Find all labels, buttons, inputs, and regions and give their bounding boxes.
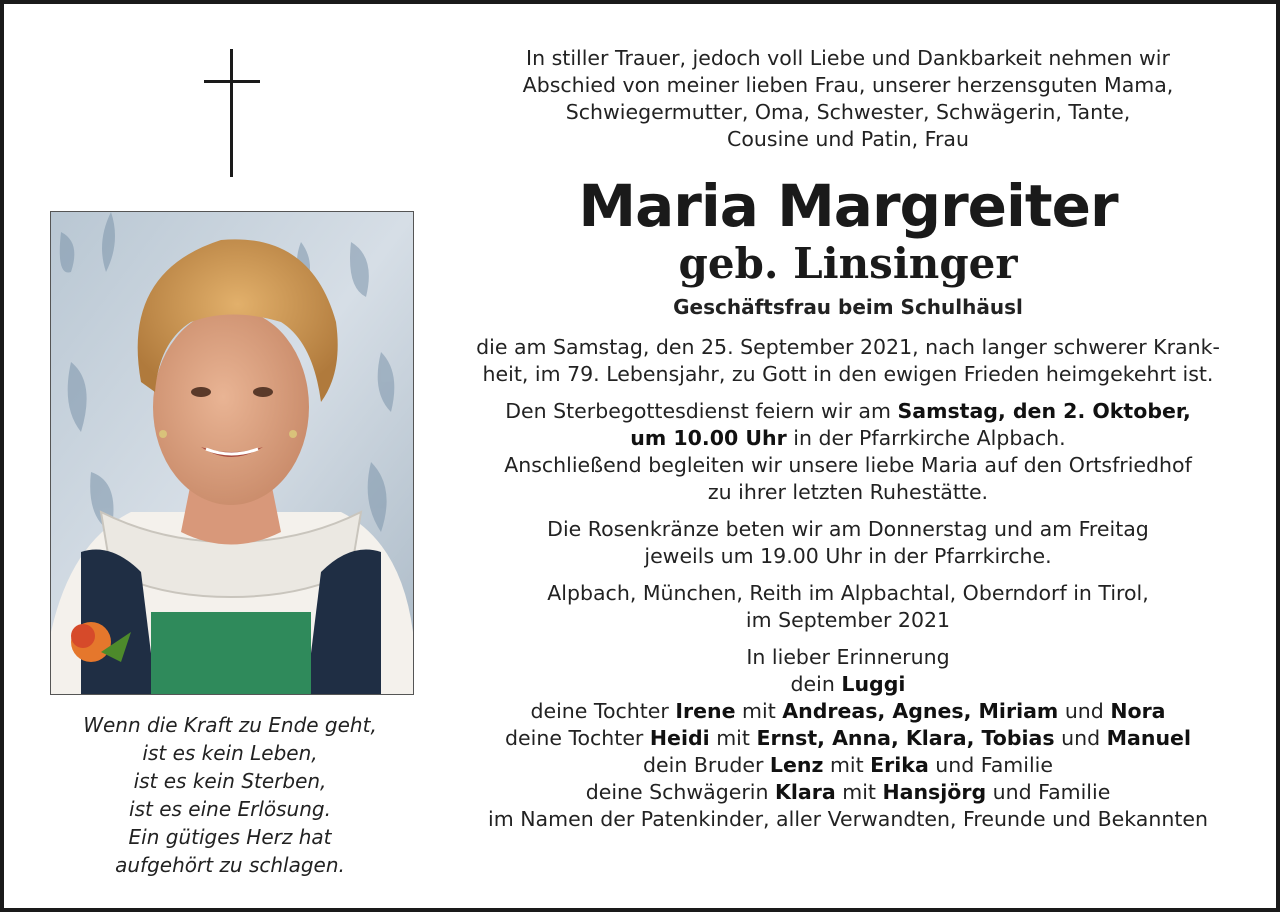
mourner-family: Ernst, Anna, Klara, Tobias <box>756 726 1055 750</box>
mourner-name: Heidi <box>649 726 710 750</box>
mourner-connector: und <box>1058 699 1111 723</box>
deceased-name: Maria Margreiter <box>578 172 1118 240</box>
funeral-line <box>444 425 1252 452</box>
poem-line: ist es kein Leben, <box>142 741 318 765</box>
mourner-relation: deine Tochter <box>505 726 650 750</box>
mourner-line <box>444 698 1252 725</box>
mourner-connector: und <box>1054 726 1107 750</box>
poem-line: ist es eine Erlösung. <box>129 797 331 821</box>
mourner-line <box>444 752 1252 779</box>
mourner-relation: deine Tochter <box>530 699 676 723</box>
cross-icon <box>204 49 260 177</box>
birth-name: geb. Linsinger <box>678 239 1018 288</box>
profession: Geschäftsfrau beim Schulhäusl <box>673 295 1023 319</box>
mourner-line <box>444 779 1252 806</box>
funeral-date: Samstag, den 2. Oktober, <box>897 399 1191 423</box>
mourner-name: Lenz <box>769 753 824 777</box>
funeral-line: zu ihrer letzten Ruhestätte. <box>707 480 989 504</box>
mourner-family: Andreas, Agnes, Miriam <box>782 699 1059 723</box>
poem-line: Ein gütiges Herz hat <box>128 825 332 849</box>
mourner-family: Hansjörg <box>882 780 987 804</box>
mourner-connector: und Familie <box>986 780 1111 804</box>
mourner-connector: mit <box>835 780 883 804</box>
mourner-relation: deine Schwägerin <box>585 780 775 804</box>
funeral-time: um 10.00 Uhr <box>630 426 787 450</box>
intro-line: Schwiegermutter, Oma, Schwester, Schwägerin, Tante, <box>565 100 1131 124</box>
mourner-connector: mit <box>709 726 757 750</box>
poem-line: aufgehört zu schlagen. <box>115 853 345 877</box>
funeral-text: Den Sterbegottesdienst feiern wir am <box>505 399 898 423</box>
funeral-line: Anschließend begleiten wir unsere liebe Maria auf den Ortsfriedhof <box>504 453 1192 477</box>
intro-line: Cousine und Patin, Frau <box>727 127 969 151</box>
mourner-name: Luggi <box>841 672 906 696</box>
mourner-family: Erika <box>870 753 929 777</box>
funeral-place: in der Pfarrkirche Alpbach. <box>786 426 1066 450</box>
mourner-line <box>444 671 1252 698</box>
place-date-line: im September 2021 <box>745 608 951 632</box>
mourner-connector: mit <box>823 753 871 777</box>
rosary-line: jeweils um 19.00 Uhr in der Pfarrkirche. <box>644 544 1052 568</box>
memorial-poem <box>34 711 426 879</box>
mourner-relation: dein <box>790 672 842 696</box>
poem-line: Wenn die Kraft zu Ende geht, <box>83 713 377 737</box>
death-notice-line: heit, im 79. Lebensjahr, zu Gott in den ewigen Frieden heimgekehrt ist. <box>482 362 1214 386</box>
death-notice-line: die am Samstag, den 25. September 2021, nach langer schwerer Krank- <box>476 335 1220 359</box>
mourner-line <box>444 725 1252 752</box>
mourner-name: Irene <box>675 699 736 723</box>
mourner-connector: mit <box>735 699 783 723</box>
intro-line: In stiller Trauer, jedoch voll Liebe und Dankbarkeit nehmen wir <box>526 46 1170 70</box>
mourner-family: Manuel <box>1106 726 1191 750</box>
place-date-line: Alpbach, München, Reith im Alpbachtal, Oberndorf in Tirol, <box>547 581 1149 605</box>
mourner-name: Klara <box>775 780 836 804</box>
rosary-line: Die Rosenkränze beten wir am Donnerstag und am Freitag <box>547 517 1149 541</box>
mourner-relation: dein Bruder <box>643 753 770 777</box>
intro-line: Abschied von meiner lieben Frau, unserer herzensguten Mama, <box>522 73 1174 97</box>
poem-line: ist es kein Sterben, <box>133 769 327 793</box>
obituary-text <box>444 45 1252 833</box>
funeral-line <box>444 398 1252 425</box>
mourner-family: Nora <box>1110 699 1166 723</box>
portrait-photo <box>50 211 414 695</box>
mourner-line: im Namen der Patenkinder, aller Verwandten, Freunde und Bekannten <box>488 807 1208 831</box>
mourner-connector: und Familie <box>928 753 1053 777</box>
closing-line: In lieber Erinnerung <box>746 645 950 669</box>
